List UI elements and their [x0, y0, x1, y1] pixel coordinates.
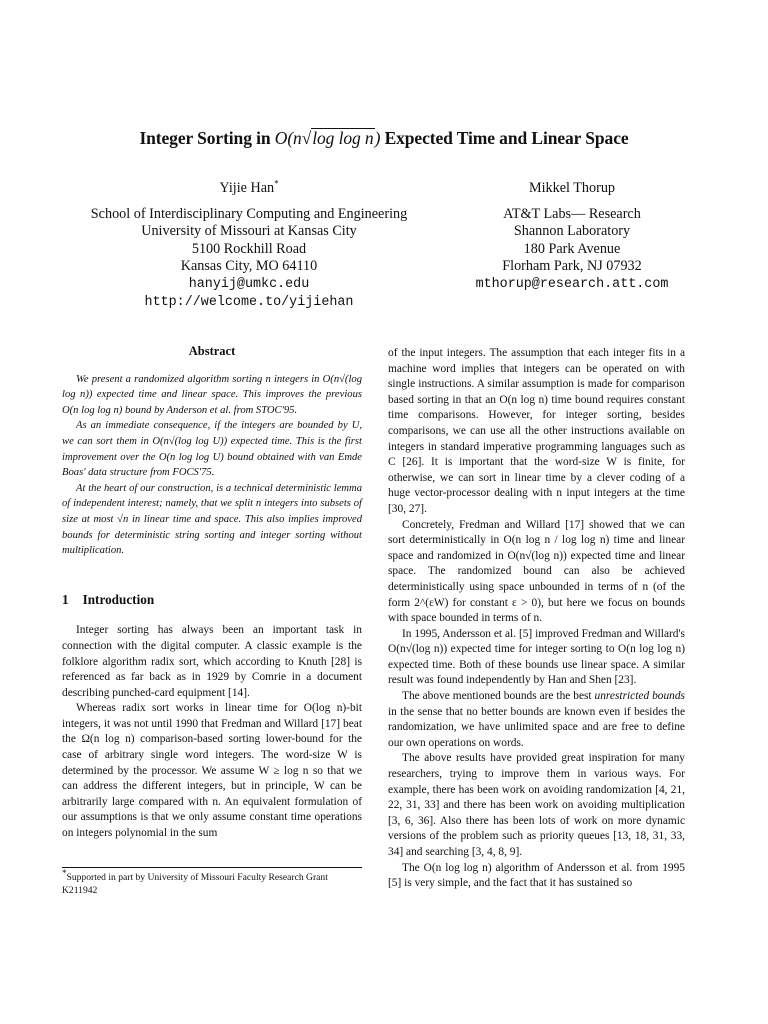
paper-title — [0, 128, 768, 149]
affiliation-line: 180 Park Avenue — [523, 240, 621, 257]
abstract-heading: Abstract — [188, 344, 236, 358]
title-math-radicand: log log n — [312, 128, 374, 148]
footnote-mark: * — [62, 867, 67, 878]
affiliation-line: 5100 Rockhill Road — [191, 240, 307, 257]
title-prefix: Integer Sorting in — [139, 128, 275, 148]
title-math-close: ) — [374, 128, 381, 148]
abstract-paragraph: As an immediate consequence, if the integers are bounded by U, we can sort them in O(n√(log log U)) expected time. This is the first improvement over the O(n log log U) bound obtained with van Emde Boas' data structure from FOCS'75. — [62, 420, 362, 479]
author-name: Mikkel Thorup — [528, 180, 616, 196]
section-title: Introduction — [82, 591, 155, 607]
section-body — [62, 623, 362, 841]
affiliation-line: University of Missouri at Kansas City — [141, 223, 357, 240]
affiliation-line: School of Interdisciplinary Computing and Engineering — [90, 205, 408, 222]
abstract-paragraph: At the heart of our construction, is a technical deterministic lemma of independent interest; namely, that we split n integers into subsets of size at most √n in linear time and space. This also implies improved bounds for deterministic string sorting and integer sorting without multiplication. — [62, 482, 362, 557]
body-paragraph — [388, 689, 685, 751]
section-number: 1 — [62, 591, 69, 607]
footnote-marker: * — [274, 178, 279, 189]
title-math: O(n√log log n) — [274, 128, 381, 148]
title-suffix: Expected Time and Linear Space — [380, 128, 629, 148]
body-paragraph: Integer sorting has always been an important task in connection with the digital computer. A classic example is the folklore algorithm radix sort, which according to Knuth [28] is referenced as far back as in 1929 by Comrie in a document describing punched-card equipment [14]. — [62, 624, 362, 699]
section-heading — [62, 592, 362, 608]
author-block-thorup — [432, 180, 712, 294]
body-paragraph: In 1995, Andersson et al. [5] improved Fredman and Willard's O(n√(log n)) expected time for integer sorting to O(n log log n) expected time. Both of these bounds use linear space. A similar result was found independently by Han and Shen [23]. — [388, 627, 685, 687]
footnote — [62, 867, 362, 897]
body-paragraph: of the input integers. The assumption that each integer fits in a machine word implies that integers can be operated on with single instructions. A similar assumption is made for comparison based sorting in that an O(n log n) time bound requires constant time comparisons. However, for integer sorting, besides comparisons, we can use all the other instructions available on integers in standard imperative programming languages such as C [26]. It is important that the word-size W is finite, for otherwise, we can sort in linear time by a clever coding of a huge vector-processor dealing with n input integers at the time [30, 27]. — [388, 347, 685, 515]
author-email[interactable]: mthorup@research.att.com — [475, 276, 669, 292]
abstract-body — [62, 372, 362, 559]
body-paragraph: Whereas radix sort works in linear time for O(log n)-bit integers, it was not until 1990 that Fredman and Willard [17] beat the Ω(n log n) comparison-based sorting lower-bound for the case of arbitrary single word integers. The word-size W is determined by the processor. We assume W ≥ log n so that we can address the different integers, but in principle, W can be arbitrarily large compared with n. An equivalent formulation of our assumptions is that we only assume constant time operations on integers polynomial in the sum — [62, 702, 362, 840]
author-name-text: Yijie Han — [219, 180, 275, 196]
author-url[interactable]: http://welcome.to/yijiehan — [144, 294, 354, 310]
author-block-han — [60, 180, 438, 311]
footnote-text: Supported in part by University of Missouri Faculty Research Grant K211942 — [62, 872, 328, 896]
body-paragraph: The above results have provided great inspiration for many researchers, trying to improve them in various ways. For example, there has been work on avoiding randomization [4, 21, 22, 31, 33] and there has been work on avoiding multiplication [3, 6, 36]. Also there has been lots of work on more dynamic versions of the problem such as priority queues [13, 18, 31, 33, 34] and searching [3, 4, 8, 9]. — [388, 752, 685, 858]
affiliation-line: Shannon Laboratory — [513, 223, 631, 240]
author-name — [60, 180, 438, 198]
emphasis-text: unrestricted bounds — [594, 690, 685, 703]
body-paragraph: The O(n log log n) algorithm of Andersson et al. from 1995 [5] is very simple, and the fact that it has sustained so — [388, 861, 685, 890]
abstract-paragraph: We present a randomized algorithm sorting n integers in O(n√(log log n)) expected time and linear space. This improves the previous O(n log log n) bound by Anderson et al. from STOC'95. — [62, 373, 362, 416]
body-text: in the sense that no better bounds are known even if besides the randomization, we have unlimited space and are free to define our own operations on words. — [388, 705, 685, 749]
affiliation-line: Florham Park, NJ 07932 — [502, 258, 642, 275]
affiliation-line: Kansas City, MO 64110 — [180, 258, 318, 275]
title-math-open: O(n — [274, 128, 302, 148]
author-email[interactable]: hanyij@umkc.edu — [188, 276, 310, 292]
body-paragraph: Concretely, Fredman and Willard [17] showed that we can sort deterministically in O(n log n / log log n) time and linear space and randomized in O(n√(log n)) expected time and linear space. The randomized bound can also be achieved deterministically using space unbounded in terms of n (of the form 2^(εW) for constant ε > 0), but here we focus on bounds with space bounded in terms of n. — [388, 518, 685, 625]
affiliation-line: AT&T Labs— Research — [503, 205, 641, 222]
right-column — [388, 346, 685, 892]
body-text: The above mentioned bounds are the best — [402, 690, 595, 703]
left-column — [62, 344, 362, 842]
